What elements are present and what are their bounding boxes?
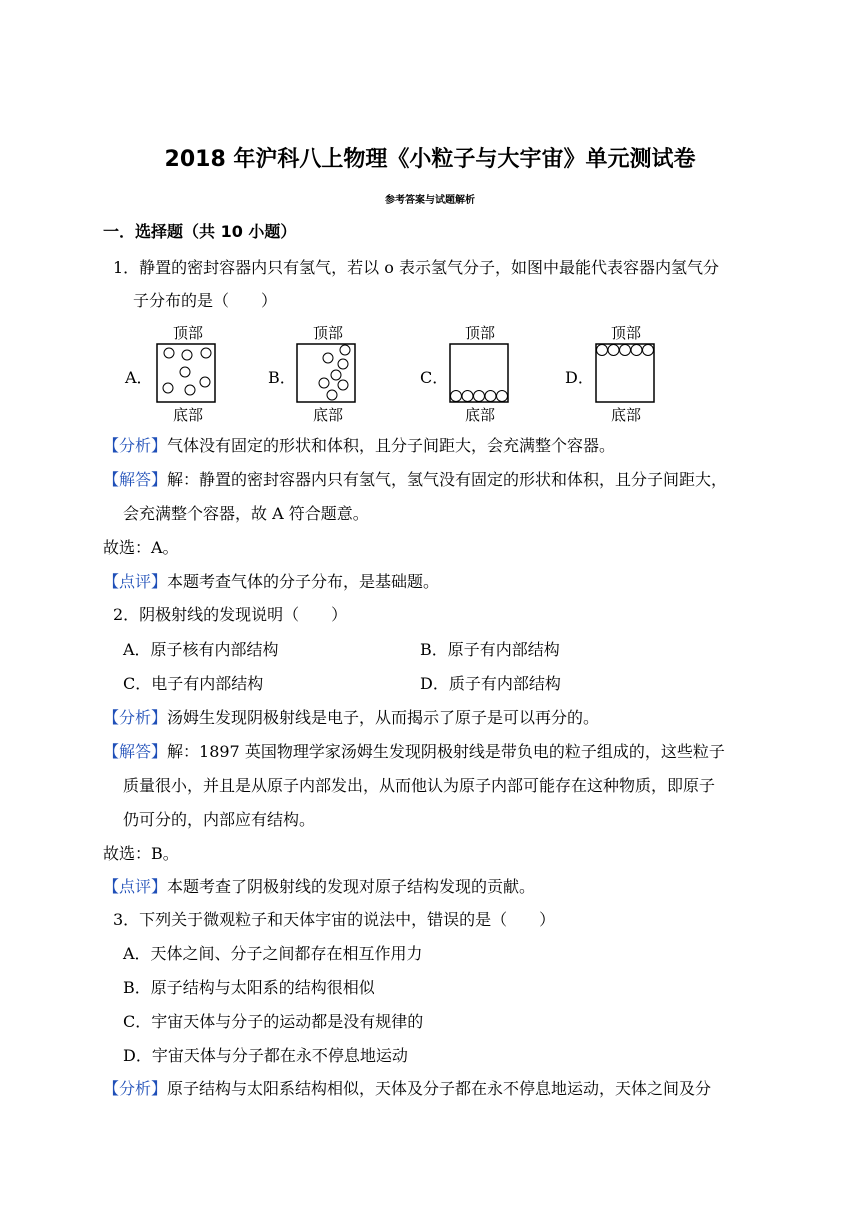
analysis-text: 汤姆生发现阴极射线是电子，从而揭示了原子是可以再分的。 xyxy=(167,708,600,727)
q2-stem: 2．阴极射线的发现说明（ ） xyxy=(113,605,348,624)
q1-option-c-label: C． xyxy=(420,368,449,387)
q1-option-d-label: D． xyxy=(565,368,594,387)
fig-a-bottom-label: 底部 xyxy=(172,406,204,424)
q3-analysis xyxy=(103,1079,711,1099)
comment-text: 本题考查了阴极射线的发现对原子结构发现的贡献。 xyxy=(167,877,536,896)
answer-tag: 【解答】 xyxy=(103,470,168,489)
analysis-tag: 【分析】 xyxy=(103,708,168,727)
comment-text: 本题考查气体的分子分布，是基础题。 xyxy=(167,572,440,591)
q1-option-a-label: A． xyxy=(125,368,153,387)
q3-option-b: B．原子结构与太阳系的结构很相似 xyxy=(123,978,375,997)
comment-tag: 【点评】 xyxy=(103,572,168,591)
answer-text: 解：1897 英国物理学家汤姆生发现阴极射线是带负电的粒子组成的，这些粒子 xyxy=(167,742,725,761)
analysis-text: 气体没有固定的形状和体积，且分子间距大，会充满整个容器。 xyxy=(167,436,616,455)
fig-b-top-label: 顶部 xyxy=(312,324,344,342)
q2-analysis xyxy=(103,708,599,728)
fig-d-top-label: 顶部 xyxy=(610,324,642,342)
document-title: 2018 年沪科八上物理《小粒子与大宇宙》单元测试卷 xyxy=(164,147,696,172)
fig-c-bottom-label: 底部 xyxy=(464,406,496,424)
q1-analysis xyxy=(103,436,615,456)
fig-a-top-label: 顶部 xyxy=(172,324,204,342)
analysis-tag: 【分析】 xyxy=(103,436,168,455)
section-heading: 一．选择题（共 10 小题） xyxy=(103,222,297,241)
q1-comment xyxy=(103,572,439,592)
document-subtitle: 参考答案与试题解析 xyxy=(385,195,475,206)
q1-choice: 故选：A。 xyxy=(103,538,179,557)
q1-stem-line2: 子分布的是（ ） xyxy=(133,291,278,310)
q1-figure-c xyxy=(440,320,520,426)
q1-figure-a xyxy=(148,320,228,426)
fig-c-top-label: 顶部 xyxy=(464,324,496,342)
q3-stem: 3．下列关于微观粒子和天体宇宙的说法中，错误的是（ ） xyxy=(113,910,556,929)
q2-answer-line1 xyxy=(103,742,725,762)
q1-figure-d xyxy=(586,320,666,426)
q1-figure-b xyxy=(288,320,368,426)
q2-comment xyxy=(103,877,535,897)
q2-choice: 故选：B。 xyxy=(103,844,179,863)
q2-option-c: C．电子有内部结构 xyxy=(123,674,264,693)
comment-tag: 【点评】 xyxy=(103,877,168,896)
q2-option-d: D．质子有内部结构 xyxy=(420,674,561,693)
q2-answer-line3: 仍可分的，内部应有结构。 xyxy=(123,810,316,829)
q2-answer-line2: 质量很小，并且是从原子内部发出，从而他认为原子内部可能存在这种物质，即原子 xyxy=(123,776,716,795)
q2-option-b: B．原子有内部结构 xyxy=(420,640,560,659)
analysis-text: 原子结构与太阳系结构相似，天体及分子都在永不停息地运动，天体之间及分 xyxy=(167,1079,712,1098)
q1-option-b-label: B． xyxy=(268,368,296,387)
analysis-tag: 【分析】 xyxy=(103,1079,168,1098)
answer-tag: 【解答】 xyxy=(103,742,168,761)
q3-option-c: C．宇宙天体与分子的运动都是没有规律的 xyxy=(123,1012,424,1031)
q1-answer-line1 xyxy=(103,470,727,490)
q2-option-a: A．原子核有内部结构 xyxy=(123,640,279,659)
fig-b-bottom-label: 底部 xyxy=(312,406,344,424)
q3-option-d: D．宇宙天体与分子都在永不停息地运动 xyxy=(123,1046,408,1065)
q1-stem-line1: 1．静置的密封容器内只有氢气，若以 o 表示氢气分子，如图中最能代表容器内氢气分 xyxy=(113,258,719,277)
q1-answer-line2: 会充满整个容器，故 A 符合题意。 xyxy=(123,504,369,523)
answer-text: 解：静置的密封容器内只有氢气，氢气没有固定的形状和体积，且分子间距大， xyxy=(167,470,728,489)
q3-option-a: A．天体之间、分子之间都存在相互作用力 xyxy=(123,944,423,963)
fig-d-bottom-label: 底部 xyxy=(610,406,642,424)
